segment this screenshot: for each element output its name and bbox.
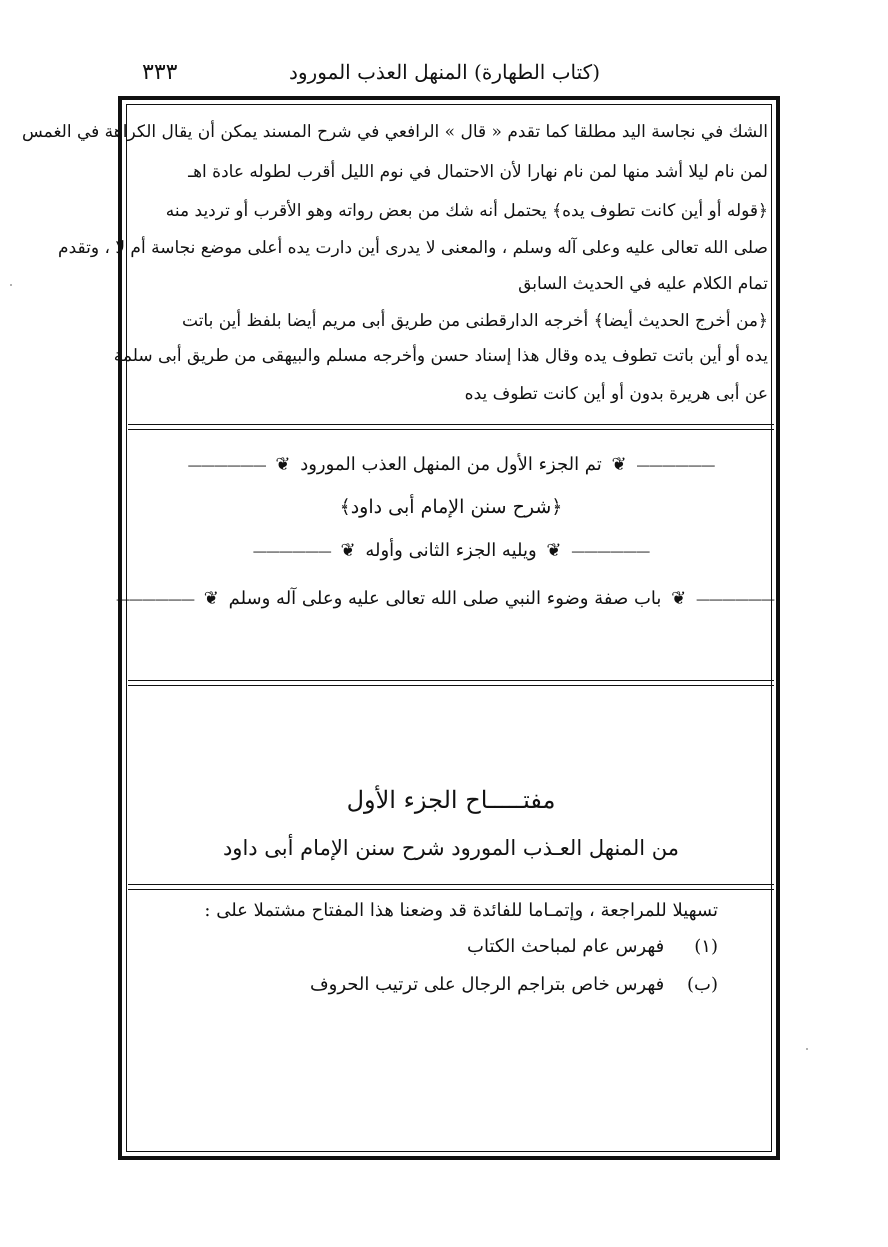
flourish-icon: ❦ [546,540,562,561]
index-subtitle: من المنهل العـذب المورود شرح سنن الإمام أبى داود [222,836,680,860]
index-item-text: فهرس خاص بتراجم الرجال على ترتيب الحروف [310,974,665,995]
body-line: يده أو أين باتت تطوف يده وقال هذا إسناد حسن وأخرجه مسلم والبيهقى من طريق أبى سلمة [113,346,768,366]
scan-speck [806,1048,808,1050]
body-line: صلى الله تعالى عليه وعلى آله وسلم ، والمعنى لا يدرى أين دارت يده أعلى موضع نجاسة أم لا ، وتقدم [58,238,768,258]
running-title: (كتاب الطهارة) المنهل العذب المورود [288,60,600,84]
body-line: الشك في نجاسة اليد مطلقا كما تقدم « قال » الرافعي في شرح المسند يمكن أن يقال الكراهة في الغمس [21,122,768,142]
body-line: ﴿قوله أو أين كانت تطوف يده﴾ يحتمل أنه شك من بعض رواته وهو الأقرب أو ترديد منه [165,201,768,221]
dash-ornament: —————— [116,592,195,608]
next-volume-line [128,540,774,561]
section-divider [128,424,774,430]
next-volume-text: ويليه الجزء الثانى وأوله [365,540,537,561]
scan-speck [10,284,12,286]
index-item [258,974,718,995]
dash-ornament: —————— [187,458,266,474]
index-title: مفتـــــاح الجزء الأول [346,786,556,814]
flourish-icon: ❦ [671,588,687,609]
index-item-marker: (ب) [687,974,718,995]
flourish-icon: ❦ [340,540,356,561]
dash-ornament: —————— [696,592,774,608]
body-line: عن أبى هريرة بدون أو أين كانت تطوف يده [464,384,768,404]
commentary-block [21,116,768,416]
flourish-icon: ❦ [275,454,291,475]
book-subtitle: ﴿شرح سنن الإمام أبى داود﴾ [339,496,563,518]
body-line: تمام الكلام عليه في الحديث السابق [518,274,768,294]
next-chapter-line [116,588,774,609]
volume-end-line [128,454,774,475]
flourish-icon: ❦ [203,588,219,609]
page-header [118,58,780,94]
dash-ornament: —————— [636,458,715,474]
dash-ornament: —————— [571,544,650,560]
index-item-marker: (١) [694,936,718,957]
next-chapter-text: باب صفة وضوء النبي صلى الله تعالى عليه وعلى آله وسلم [228,588,662,609]
page-number: ٣٣٣ [142,60,178,85]
body-line: لمن نام ليلا أشد منها لمن نام نهارا لأن الاحتمال في نوم الليل أقرب لطوله عادة اهـ [188,162,768,182]
flourish-icon: ❦ [611,454,627,475]
section-divider [128,884,774,890]
index-intro: تسهيلا للمراجعة ، وإتمـاما للفائدة قد وضعنا هذا المفتاح مشتملا على : [204,900,718,921]
index-item-text: فهرس عام لمباحث الكتاب [467,936,665,957]
section-divider [128,680,774,686]
volume-end-text: تم الجزء الأول من المنهل العذب المورود [300,454,602,475]
dash-ornament: —————— [252,544,331,560]
index-item [258,936,718,957]
body-line: ﴿من أخرج الحديث أيضا﴾ أخرجه الدارقطنى من طريق أبى مريم أيضا بلفظ أين باتت [182,311,768,331]
